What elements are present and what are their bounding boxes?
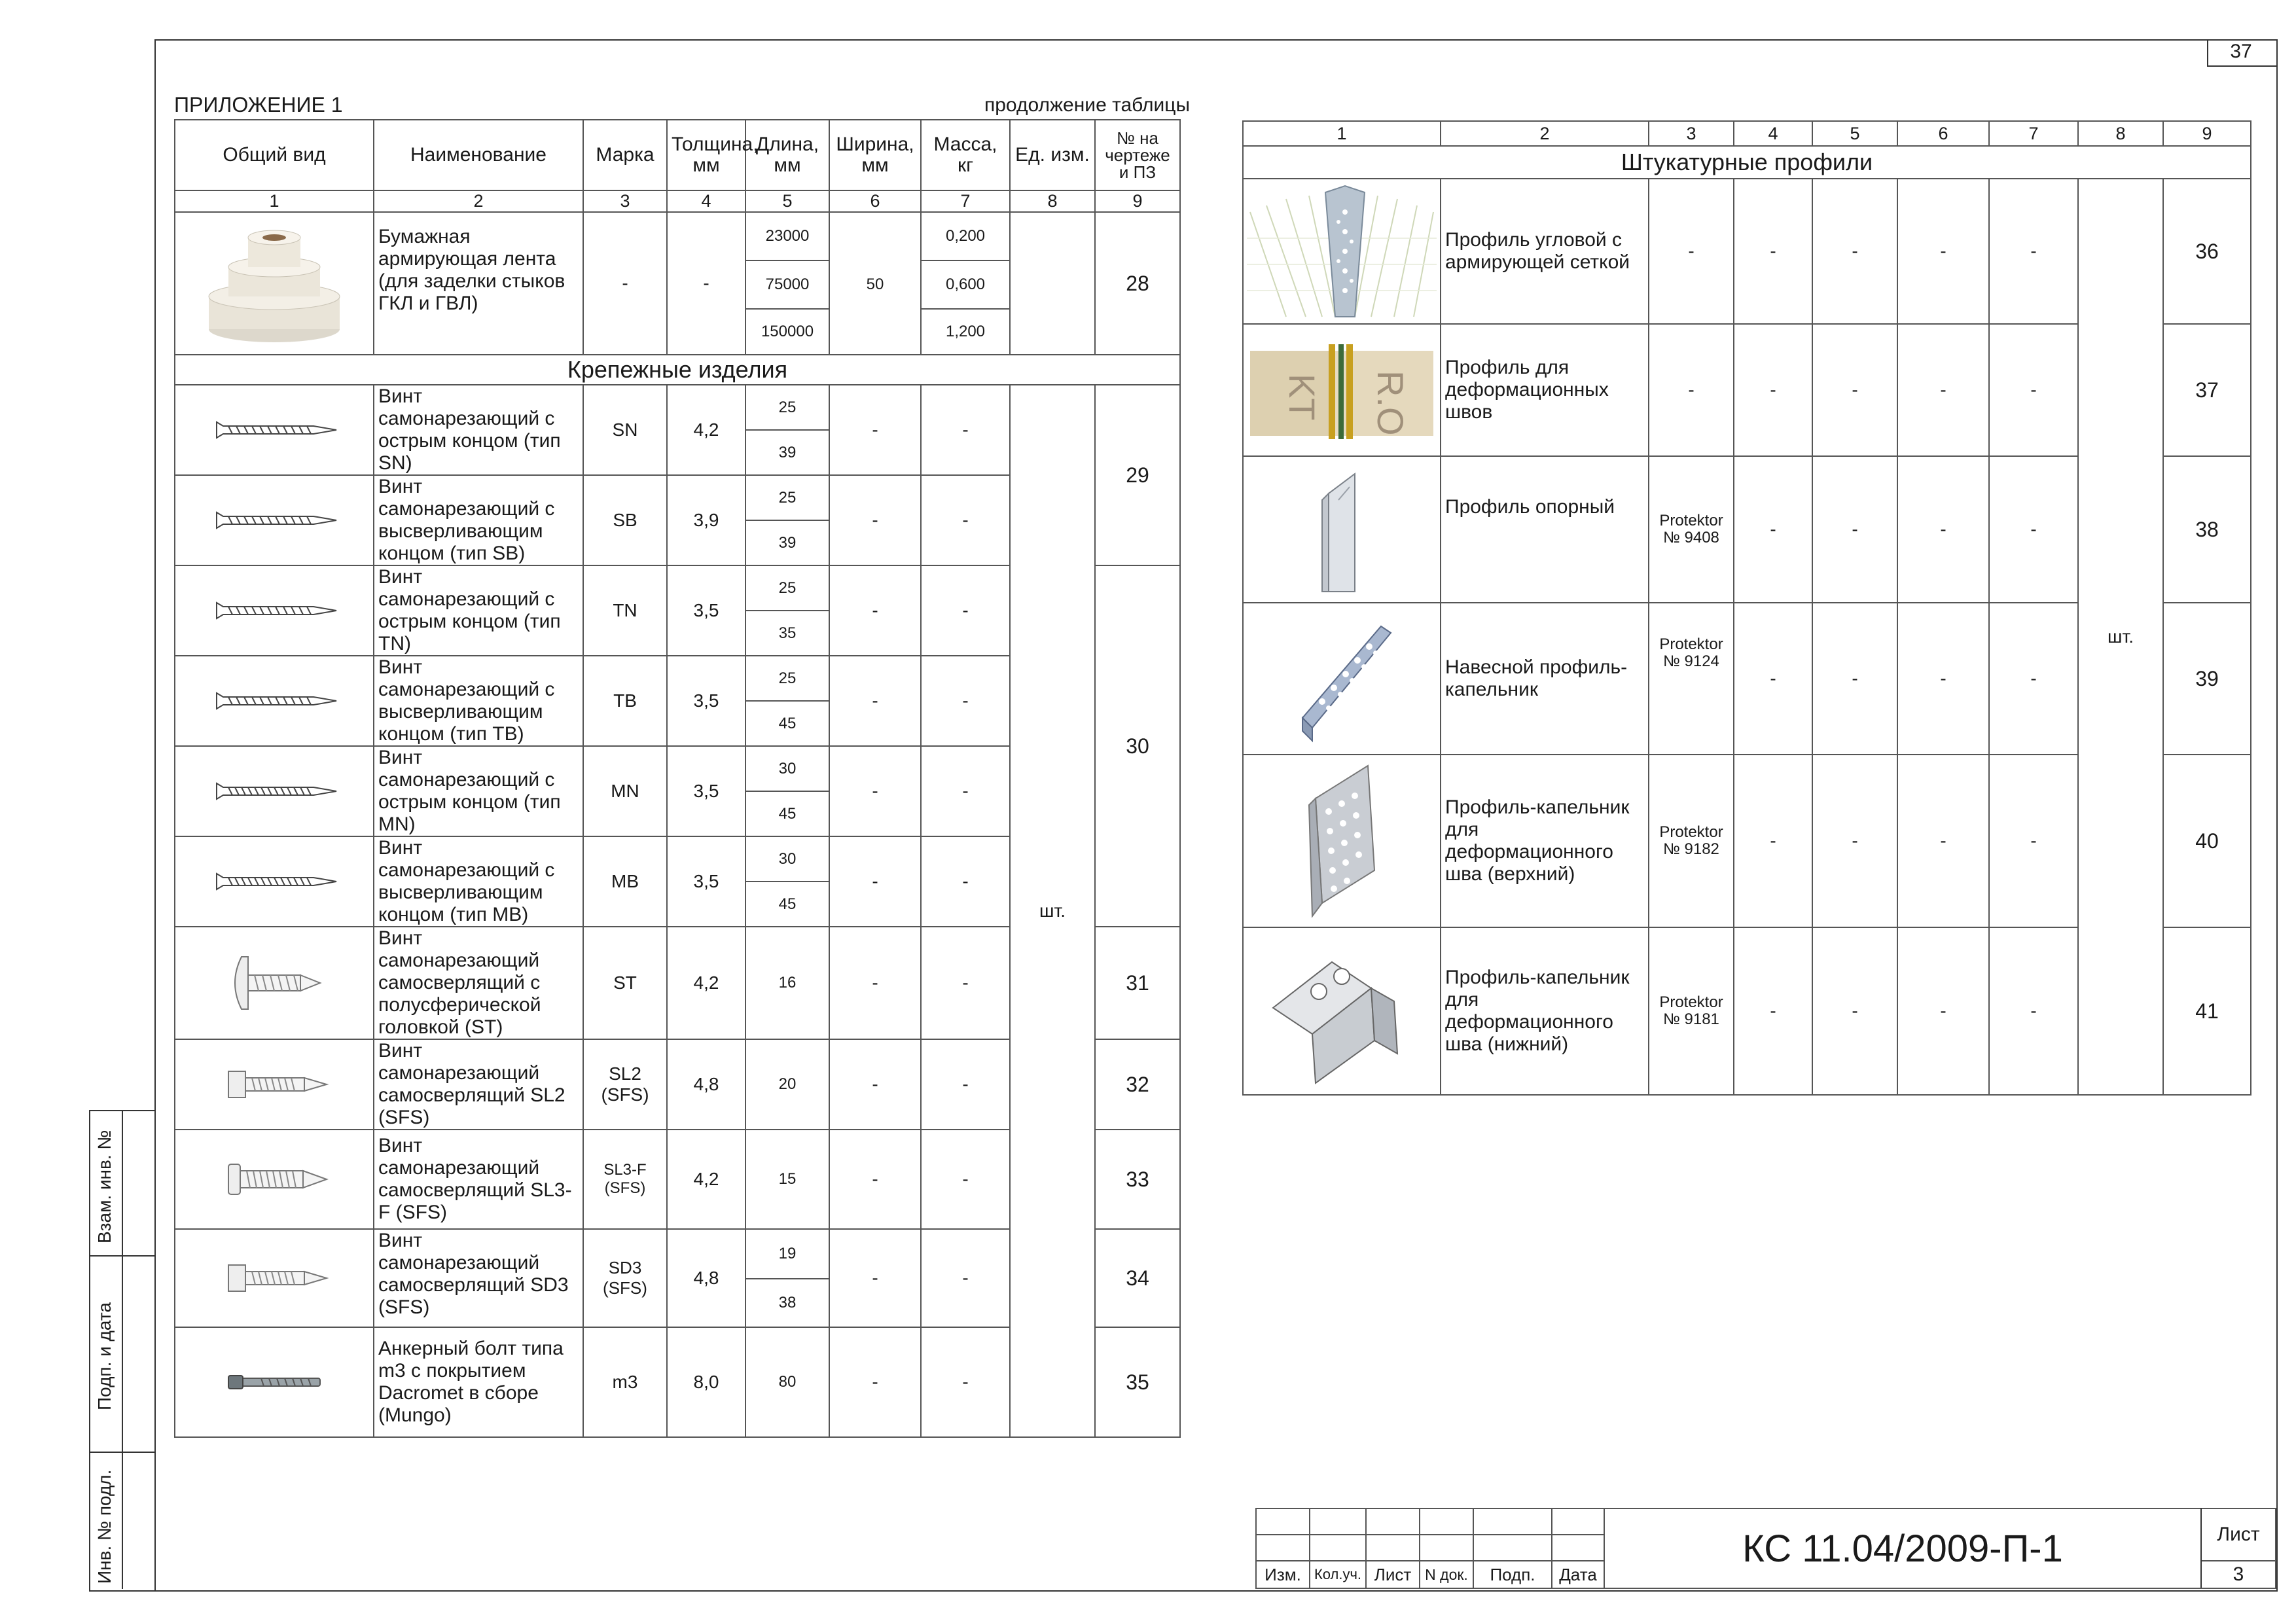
screw-name: Винт самонарезающий самосверлящий SL3-F (SFS) (374, 1130, 583, 1229)
screw-length: 25 (745, 475, 829, 520)
profile-c6: - (1897, 603, 1989, 755)
screw-mass: - (921, 1039, 1010, 1130)
screw-thickness: 3,5 (667, 746, 745, 836)
tape-width: 50 (829, 260, 921, 309)
stamp-column-label: Дата (1552, 1561, 1604, 1588)
screw-name: Винт самонарезающий самосверлящий с полусферической головкой (ST) (374, 927, 583, 1039)
col-number: 2 (1441, 121, 1649, 146)
profile-c5: - (1812, 324, 1897, 456)
screw-thickness: 4,8 (667, 1229, 745, 1327)
col-number: 6 (1897, 121, 1989, 146)
stamp-cell (1366, 1535, 1420, 1561)
screw-width: - (829, 385, 921, 475)
col-number: 7 (921, 190, 1010, 212)
screw-length: 45 (745, 701, 829, 746)
screw-mark: MB (583, 836, 667, 927)
screw-sd3-image (175, 1229, 374, 1327)
profile-ref: 37 (2163, 324, 2251, 456)
unit-pcs: шт. (2078, 179, 2163, 1095)
screw-mass: - (921, 1229, 1010, 1327)
screw-mass: - (921, 746, 1010, 836)
profile-c5: - (1812, 179, 1897, 324)
tape-length: 75000 (745, 260, 829, 309)
anchor-mass: - (921, 1327, 1010, 1437)
col-number: 5 (1812, 121, 1897, 146)
screw-name: Винт самонарезающий с острым концом (тип MN) (374, 746, 583, 836)
tape-mass: 0,600 (921, 260, 1010, 309)
screw-width: - (829, 1039, 921, 1130)
unit-pcs: шт. (1010, 385, 1095, 1437)
screw-name: Винт самонарезающий с высверливающим концом (тип MB) (374, 836, 583, 927)
screw-width: - (829, 475, 921, 565)
document-code: КС 11.04/2009-П-1 (1604, 1508, 2201, 1588)
screw-mark: TN (583, 565, 667, 656)
screw-name: Винт самонарезающий самосверлящий SL2 (SFS) (374, 1039, 583, 1130)
screw-name: Винт самонарезающий с высверливающим концом (тип SB) (374, 475, 583, 565)
tape-width-empty (829, 309, 921, 355)
ref-29: 29 (1095, 385, 1180, 565)
screw-length: 38 (745, 1279, 829, 1327)
header-width: Ширина, мм (829, 120, 921, 190)
screw-width: - (829, 746, 921, 836)
screw-mark: SL3-F (SFS) (583, 1130, 667, 1229)
screw-mass: - (921, 927, 1010, 1039)
profile-c5: - (1812, 755, 1897, 927)
stamp-column-label: Кол.уч. (1310, 1561, 1366, 1588)
screw-width: - (829, 565, 921, 656)
screw-mark: ST (583, 927, 667, 1039)
anchor-bolt-image (175, 1327, 374, 1437)
profile-mark: Protektor № 9181 (1649, 927, 1734, 1095)
screw-length: 30 (745, 836, 829, 882)
sheet-label: Лист (2201, 1508, 2276, 1561)
profile-c6: - (1897, 755, 1989, 927)
screw-length: 19 (745, 1229, 829, 1279)
profile-name: Профиль угловой с армирующей сеткой (1441, 179, 1649, 324)
svg-text:KT: KT (1282, 374, 1323, 421)
col-number: 1 (175, 190, 374, 212)
col-number: 6 (829, 190, 921, 212)
profile-c7: - (1989, 179, 2078, 324)
tape-length: 23000 (745, 212, 829, 260)
col-number: 7 (1989, 121, 2078, 146)
screw-name: Винт самонарезающий с высверливающим концом (тип TB) (374, 656, 583, 746)
header-mass: Масса, кг (921, 120, 1010, 190)
side-inner-line (122, 1110, 123, 1589)
stamp-column-label: Лист (1366, 1561, 1420, 1588)
col-number: 8 (2078, 121, 2163, 146)
stamp-cell (1552, 1508, 1604, 1535)
screw-length: 45 (745, 791, 829, 836)
screw-thickness: 3,5 (667, 656, 745, 746)
stamp-column-label: N док. (1420, 1561, 1473, 1588)
section-fasteners: Крепежные изделия (175, 355, 1180, 385)
drip-profile-upper-image (1243, 755, 1441, 927)
header-unit: Ед. изм. (1010, 120, 1095, 190)
stamp-cell (1420, 1508, 1473, 1535)
anchor-name: Анкерный болт типа m3 с покрытием Dacromet в сборе (Mungo) (374, 1327, 583, 1437)
deformation-joint-profile-image (1243, 324, 1441, 456)
anchor-thickness: 8,0 (667, 1327, 745, 1437)
profile-c6: - (1897, 927, 1989, 1095)
profile-c4: - (1734, 755, 1812, 927)
header-ref: № на чертеже и ПЗ (1095, 120, 1180, 190)
profile-c5: - (1812, 603, 1897, 755)
page-number: 37 (2230, 41, 2252, 62)
col-number: 9 (2163, 121, 2251, 146)
stamp-column-label: Изм. (1256, 1561, 1310, 1588)
profile-name: Профиль опорный (1441, 456, 1649, 603)
tape-ref: 28 (1095, 212, 1180, 355)
col-number: 5 (745, 190, 829, 212)
screw-mark: TB (583, 656, 667, 746)
header-name: Наименование (374, 120, 583, 190)
stamp-column-label: Подп. (1473, 1561, 1552, 1588)
screw-length: 25 (745, 385, 829, 430)
profile-mark: Protektor № 9182 (1649, 755, 1734, 927)
stamp-cell (1256, 1508, 1310, 1535)
fasteners-table (174, 119, 1181, 1438)
screw-length: 39 (745, 520, 829, 565)
profile-c7: - (1989, 324, 2078, 456)
anchor-ref: 35 (1095, 1327, 1180, 1437)
screw-name: Винт самонарезающий с острым концом (тип SN) (374, 385, 583, 475)
screw-image (175, 565, 374, 656)
profile-c5: - (1812, 456, 1897, 603)
svg-text:R.O: R.O (1370, 370, 1411, 436)
screw-mark: MN (583, 746, 667, 836)
screw-mass: - (921, 836, 1010, 927)
screw-length: 45 (745, 882, 829, 927)
side-label-replacement: Взам. инв. № (94, 1130, 115, 1243)
screw-length: 39 (745, 430, 829, 475)
screw-thickness: 4,2 (667, 927, 745, 1039)
screw-mark: SN (583, 385, 667, 475)
stamp-cell (1420, 1535, 1473, 1561)
screw-width: - (829, 927, 921, 1039)
tape-mass: 1,200 (921, 309, 1010, 355)
screw-mark: SL2 (SFS) (583, 1039, 667, 1130)
col-number: 3 (583, 190, 667, 212)
screw-ref: 31 (1095, 927, 1180, 1039)
screw-width: - (829, 656, 921, 746)
corner-profile-mesh-image (1243, 179, 1441, 324)
screw-image (175, 385, 374, 475)
profile-c4: - (1734, 927, 1812, 1095)
profile-c7: - (1989, 755, 2078, 927)
screw-mass: - (921, 385, 1010, 475)
screw-image (175, 746, 374, 836)
profile-c4: - (1734, 324, 1812, 456)
profile-ref: 41 (2163, 927, 2251, 1095)
profile-name: Навесной профиль-капельник (1441, 603, 1649, 755)
screw-image (175, 475, 374, 565)
section-plaster-profiles: Штукатурные профили (1243, 146, 2251, 179)
screw-mass: - (921, 475, 1010, 565)
profile-c4: - (1734, 456, 1812, 603)
profile-ref: 40 (2163, 755, 2251, 927)
screw-sl2-image (175, 1039, 374, 1130)
profile-c7: - (1989, 603, 2078, 755)
profile-c6: - (1897, 324, 1989, 456)
header-general-view: Общий вид (175, 120, 374, 190)
screw-mass: - (921, 656, 1010, 746)
profile-ref: 39 (2163, 603, 2251, 755)
screw-image (175, 836, 374, 927)
tape-name: Бумажная армирующая лента (для заделки стыков ГКЛ и ГВЛ) (374, 212, 583, 355)
stamp-cell (1552, 1535, 1604, 1561)
tape-width-empty (829, 212, 921, 260)
side-label-inventory: Инв. № подл. (94, 1469, 115, 1584)
profile-name: Профиль-капельник для деформационного шва (нижний) (1441, 927, 1649, 1095)
drip-profile-image (1243, 603, 1441, 755)
ref-30: 30 (1095, 565, 1180, 927)
screw-image (175, 656, 374, 746)
profile-c7: - (1989, 456, 2078, 603)
anchor-length: 80 (745, 1327, 829, 1437)
profile-mark: Protektor № 9408 (1649, 456, 1734, 603)
screw-length: 35 (745, 611, 829, 656)
screw-width: - (829, 836, 921, 927)
profile-ref: 36 (2163, 179, 2251, 324)
screw-mark: SB (583, 475, 667, 565)
screw-width: - (829, 1229, 921, 1327)
anchor-mark: m3 (583, 1327, 667, 1437)
stamp-cell (1256, 1535, 1310, 1561)
profile-ref: 38 (2163, 456, 2251, 603)
screw-thickness: 3,5 (667, 836, 745, 927)
tape-unit-empty (1010, 212, 1095, 355)
profile-c5: - (1812, 927, 1897, 1095)
continuation-label: продолжение таблицы (984, 94, 1191, 116)
tape-length: 150000 (745, 309, 829, 355)
col-number: 8 (1010, 190, 1095, 212)
tape-mark: - (583, 212, 667, 355)
tape-mass: 0,200 (921, 212, 1010, 260)
profile-c4: - (1734, 603, 1812, 755)
header-mark: Марка (583, 120, 667, 190)
screw-thickness: 4,2 (667, 1130, 745, 1229)
profile-mark: - (1649, 324, 1734, 456)
col-number: 4 (667, 190, 745, 212)
header-thickness: Толщина, мм (667, 120, 745, 190)
profile-name: Профиль-капельник для деформационного шва (верхний) (1441, 755, 1649, 927)
stamp-cell (1310, 1508, 1366, 1535)
col-number: 1 (1243, 121, 1441, 146)
screw-thickness: 3,9 (667, 475, 745, 565)
stamp-cell (1473, 1535, 1552, 1561)
screw-length: 30 (745, 746, 829, 791)
screw-length: 16 (745, 927, 829, 1039)
screw-thickness: 4,8 (667, 1039, 745, 1130)
side-label-signature-date: Подп. и дата (94, 1302, 115, 1410)
profile-mark: - (1649, 179, 1734, 324)
screw-mark: SD3 (SFS) (583, 1229, 667, 1327)
col-number: 9 (1095, 190, 1180, 212)
col-number: 3 (1649, 121, 1734, 146)
plaster-profiles-table (1242, 120, 2251, 1096)
screw-name: Винт самонарезающий с острым концом (тип TN) (374, 565, 583, 656)
screw-length: 15 (745, 1130, 829, 1229)
screw-mass: - (921, 1130, 1010, 1229)
profile-c4: - (1734, 179, 1812, 324)
screw-width: - (829, 1130, 921, 1229)
col-number: 4 (1734, 121, 1812, 146)
stamp-cell (1473, 1508, 1552, 1535)
screw-name: Винт самонарезающий самосверлящий SD3 (SFS) (374, 1229, 583, 1327)
stamp-cell (1310, 1535, 1366, 1561)
profile-c6: - (1897, 456, 1989, 603)
profile-c7: - (1989, 927, 2078, 1095)
sheet-number: 3 (2201, 1561, 2276, 1588)
drip-profile-lower-image (1243, 927, 1441, 1095)
screw-ref: 34 (1095, 1229, 1180, 1327)
profile-mark: Protektor № 9124 (1649, 603, 1734, 755)
screw-length: 25 (745, 565, 829, 611)
profile-c6: - (1897, 179, 1989, 324)
support-profile-image (1243, 456, 1441, 603)
screw-st-image (175, 927, 374, 1039)
screw-length: 25 (745, 656, 829, 701)
screw-mass: - (921, 565, 1010, 656)
screw-thickness: 4,2 (667, 385, 745, 475)
appendix-title: ПРИЛОЖЕНИЕ 1 (174, 93, 343, 116)
screw-ref: 33 (1095, 1130, 1180, 1229)
screw-thickness: 3,5 (667, 565, 745, 656)
profile-name: Профиль для деформационных швов (1441, 324, 1649, 456)
anchor-width: - (829, 1327, 921, 1437)
stamp-cell (1366, 1508, 1420, 1535)
title-block (1255, 1508, 2276, 1589)
tape-thickness: - (667, 212, 745, 355)
header-length: Длина, мм (745, 120, 829, 190)
screw-sl3f-image (175, 1130, 374, 1229)
screw-length: 20 (745, 1039, 829, 1130)
col-number: 2 (374, 190, 583, 212)
screw-ref: 32 (1095, 1039, 1180, 1130)
tape-roll-image (175, 212, 374, 355)
